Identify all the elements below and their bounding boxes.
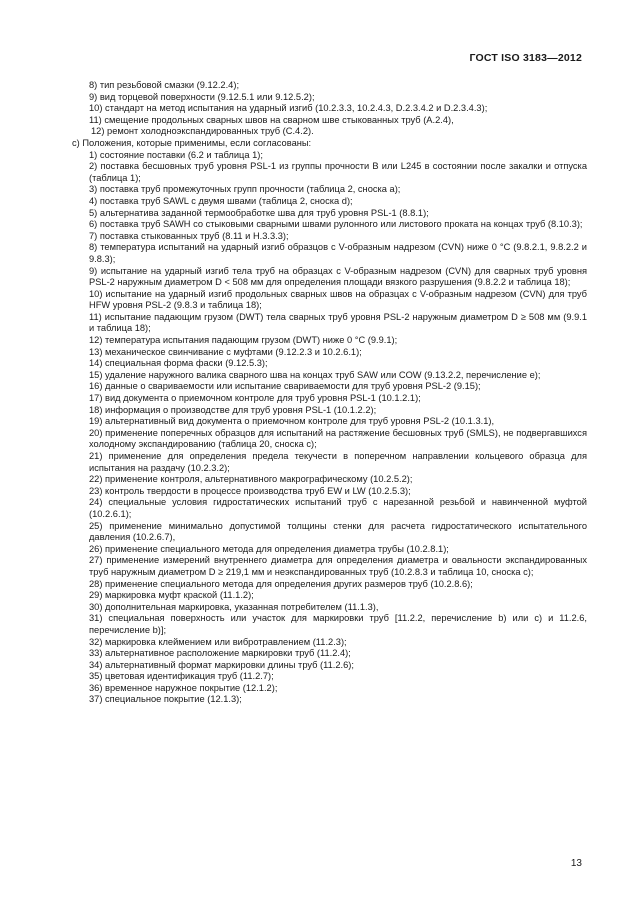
page-number: 13	[570, 858, 582, 869]
list-item: 32) маркировка клеймением или вибротравлением (11.2.3);	[89, 636, 347, 647]
list-item: 30) дополнительная маркировка, указанная потребителем (11.1.3),	[89, 601, 379, 612]
list-item: 12) температура испытания падающим грузом (DWT) ниже 0 °C (9.9.1);	[89, 335, 398, 346]
list-item: 23) контроль твердости в процессе производства труб EW и LW (10.2.5.3);	[89, 485, 411, 496]
list-item: 17) вид документа о приемочном контроле для труб уровня PSL-1 (10.1.2.1);	[89, 393, 421, 404]
list-item: 10) испытание на ударный изгиб продольных сварных швов на образцах с V-образным надрезом (CVN) для труб HFW уровня PSL-2 (9.8.3 и таблица 18);	[89, 288, 587, 311]
list-item: 31) специальная поверхность или участок для маркировки труб [11.2.2, перечисление b) или с) и 11.2.6, перечисление b)];	[89, 613, 587, 635]
list-item: 10) стандарт на метод испытания на ударный изгиб (10.2.3.3, 10.2.4.3, D.2.3.4.2 и D.2.3.4.3);	[89, 103, 488, 114]
list-item: 14) специальная форма фаски (9.12.5.3);	[89, 358, 268, 369]
list-item: 11) смещение продольных сварных швов на сварном шве стыкованных труб (А.2.4),	[89, 114, 454, 125]
list-item: 29) маркировка муфт краской (11.1.2);	[89, 590, 254, 601]
list-item: 8) тип резьбовой смазки (9.12.2.4);	[89, 80, 240, 90]
list-item: 28) применение специального метода для определения других размеров труб (10.2.8.6);	[89, 578, 473, 589]
list-item: 35) цветовая идентификация труб (11.2.7);	[89, 671, 274, 682]
list-item: 11) испытание падающим грузом (DWT) тела сварных труб уровня PSL-2 наружным диаметром D ≥ 508 мм (9.9.1 и таблица 18);	[89, 311, 587, 334]
list-item: 9) вид торцевой поверхности (9.12.5.1 или 9.12.5.2);	[89, 91, 315, 102]
list-item: 20) применение поперечных образцов для испытаний на растяжение бесшовных труб (SMLS), не подвергавшихся холодному экспандированию (таблица 20, сноска с);	[89, 427, 587, 450]
document-body	[72, 80, 587, 706]
list-item: 18) информация о производстве для труб уровня PSL-1 (10.1.2.2);	[89, 404, 377, 415]
list-item: 27) применение измерений внутреннего диаметра для определения диаметра и овальности экспандированных труб наружным диаметром D ≥ 219,1 мм и неэкспандированных труб (10.2.8.3 и таблица 10, сноска с);	[89, 555, 587, 577]
list-item: 12) ремонт холодноэкспандированных труб (С.4.2).	[91, 126, 314, 137]
list-item: 36) временное наружное покрытие (12.1.2);	[89, 682, 278, 693]
document-header: ГОСТ ISO 3183—2012	[469, 52, 582, 64]
list-b-tail	[72, 80, 587, 138]
list-item: 21) применение для определения предела текучести в поперечном направлении кольцевого образца для испытания на раздачу (10.2.3.2);	[89, 451, 587, 473]
list-item: 22) применение контроля, альтернативного макрографическому (10.2.5.2);	[89, 474, 413, 485]
list-item: 24) специальные условия гидростатических испытаний труб с нарезанной резьбой и навинченной муфтой (10.2.6.1);	[89, 497, 587, 519]
section-c-list	[72, 150, 587, 707]
list-item: 4) поставка труб SAWL с двумя швами (таблица 2, сноска d);	[89, 195, 353, 206]
list-item: 6) поставка труб SAWH со стыковыми сварными швами рулонного или листового проката на концах труб (8.10.3);	[89, 219, 583, 230]
list-item: 8) температура испытаний на ударный изгиб образцов с V-образным надрезом (CVN) ниже 0 °C (9.8.2.1, 9.8.2.2 и 9.8.3);	[89, 242, 587, 264]
list-item: 34) альтернативный формат маркировки длины труб (11.2.6);	[89, 659, 354, 670]
list-item: 1) состояние поставки (6.2 и таблица 1);	[89, 149, 263, 160]
list-item: 9) испытание на ударный изгиб тела труб на образцах с V-образным надрезом (CVN) для сварных труб уровня PSL-2 наружным диаметром D < 508 мм для определения площади вязкого разрушения (9.8.2.2 и таблица 18);	[89, 265, 587, 288]
list-item: 7) поставка стыкованных труб (8.11 и Н.3.3.3);	[89, 230, 289, 241]
section-c-heading: c) Положения, которые применимы, если согласованы:	[72, 137, 312, 148]
list-item: 26) применение специального метода для определения диаметра трубы (10.2.8.1);	[89, 543, 449, 554]
list-item: 16) данные о свариваемости или испытание свариваемости для труб уровня PSL-2 (9.15);	[89, 381, 481, 392]
list-item: 13) механическое свинчивание с муфтами (9.12.2.3 и 10.2.6.1);	[89, 346, 362, 357]
list-item: 5) альтернатива заданной термообработке шва для труб уровня PSL-1 (8.8.1);	[89, 207, 429, 218]
list-item: 33) альтернативное расположение маркировки труб (11.2.4);	[89, 648, 351, 659]
list-item: 3) поставка труб промежуточных групп прочности (таблица 2, сноска а);	[89, 184, 401, 195]
list-item: 2) поставка бесшовных труб уровня PSL-1 из группы прочности В или L245 в состоянии после закалки и отпуска (таблица 1);	[89, 161, 587, 183]
list-item: 37) специальное покрытие (12.1.3);	[89, 694, 242, 705]
list-item: 25) применение минимально допустимой толщины стенки для расчета гидростатического испытательного давления (10.2.6.7),	[89, 520, 587, 543]
list-item: 15) удаление наружного валика сварного шва на концах труб SAW или COW (9.13.2.2, перечисление е);	[89, 369, 541, 380]
list-item: 19) альтернативный вид документа о приемочном контроле для труб уровня PSL-2 (10.1.3.1),	[89, 416, 495, 427]
